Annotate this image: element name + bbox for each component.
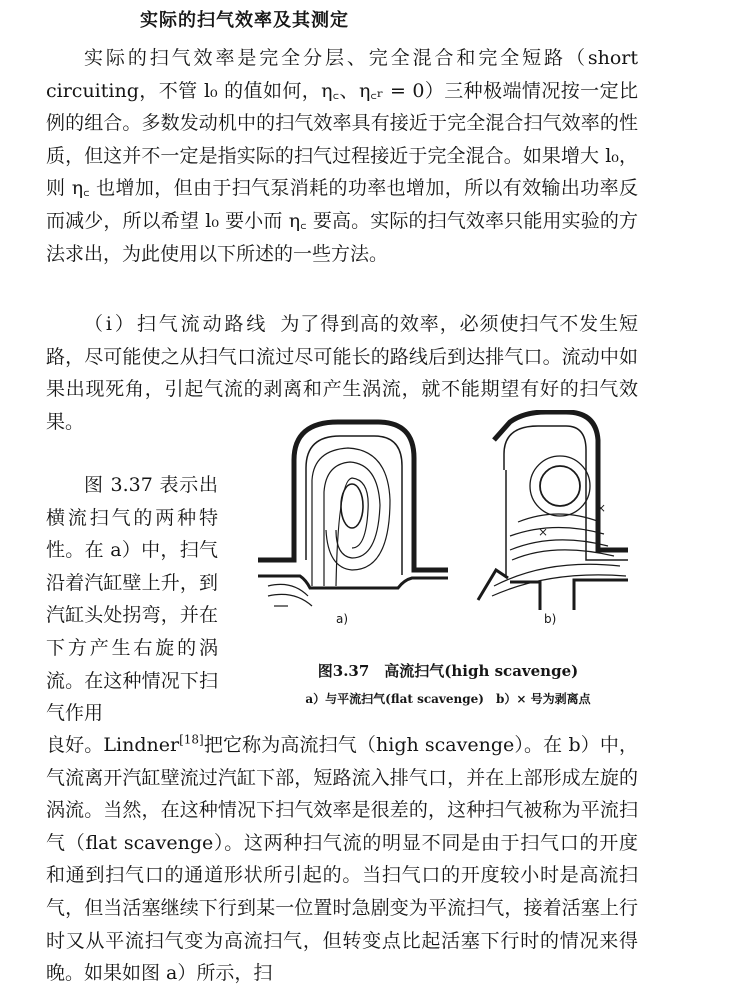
paragraph-continued-start: 良好。Lindner xyxy=(46,734,180,756)
paragraph-flow-path-body: 为了得到高的效率，必须使扫气不发生短路，尽可能使之从扫气口流过尽可能长的路线后到达排气口。流动中如果出现死角，引起气流的剥离和产生涡流，就不能期望有好的扫气效果。 xyxy=(46,313,638,433)
section-heading: 实际的扫气效率及其测定 xyxy=(140,10,349,31)
diagram-a-high-scavenge xyxy=(258,422,448,606)
sublabel-b: b) xyxy=(544,612,557,626)
paragraph-figure-desc: 图 3.37 表示出横流扫气的两种特性。在 a）中，扫气沿着汽缸壁上升，到汽缸头处拐弯，并在下方产生右旋的涡流。在这种情况下扫气作用 xyxy=(46,474,218,725)
subsection-title: （ⅰ）扫气流动路线 xyxy=(84,313,269,335)
diagram-b-flat-scavenge xyxy=(478,412,628,610)
scavenge-flow-diagram xyxy=(248,410,648,640)
paragraph-intro: 实际的扫气效率是完全分层、完全混合和完全短路（short circuiting，不管 l₀ 的值如何，η꜀、η꜀ᵣ = 0）三种极端情况按一定比例的组合。多数发动机中的扫气效率具有接近于完全混合扫气效率的性质，但这并不一定是指实际的扫气过程接近于完全混合。如果增大 l₀，则 η꜀ 也增加，但由于扫气泵消耗的功率也增加，所以有效输出功率反而减少，所以希望 l₀ 要小而 η꜀ 要高。实际的扫气效率只能用实验的方法求出，为此使用以下所述的一些方法。 xyxy=(46,47,638,265)
paragraph-continued xyxy=(46,729,638,990)
paragraph-continued-rest: 把它称为高流扫气（high scavenge）。在 b）中，气流离开汽缸壁流过汽缸下部，短路流入排气口，并在上部形成左旋的涡流。当然，在这种情况下扫气效率是很差的，这种扫气被称为平流扫气（flat scavenge）。这两种扫气流的明显不同是由于扫气口的开度和通到扫气口的通道形状所引起的。当扫气口的开度较小时是高流扫气，但当活塞继续下行到某一位置时急剧变为平流扫气，接着活塞上行时又从平流扫气变为高流扫气，但转变点比起活塞下行时的情况来得晚。如果如图 a）所示，扫 xyxy=(46,734,638,985)
figure-3-37 xyxy=(248,410,648,710)
figure-subcaption: a）与平流扫气(flat scavenge) b）× 号为剥离点 xyxy=(305,692,591,706)
figure-caption: 图3.37 高流扫气(high scavenge) xyxy=(317,662,579,680)
sublabel-a: a) xyxy=(336,612,349,626)
separation-mark: × xyxy=(596,501,607,515)
separation-mark: × xyxy=(538,525,549,539)
reference-mark: [18] xyxy=(179,732,204,747)
